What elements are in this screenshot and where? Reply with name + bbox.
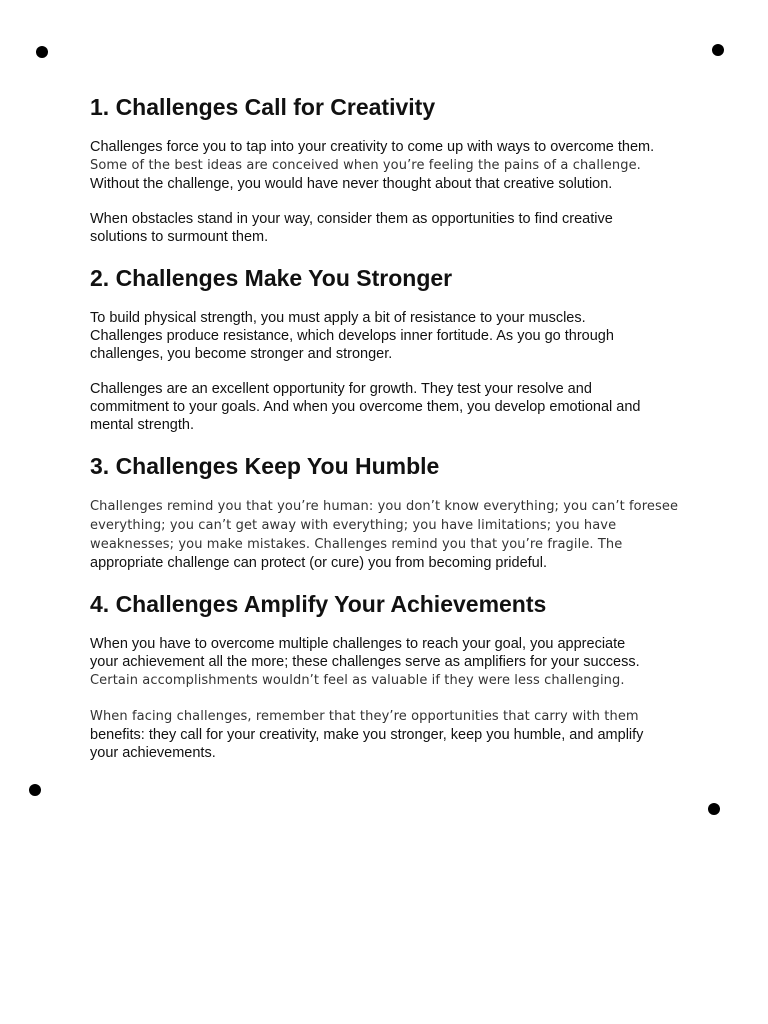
- text-line: Challenges produce resistance, which develops inner fortitude. As you go through: [90, 328, 614, 344]
- text-line: Certain accomplishments wouldn’t feel as valuable if they were less challenging.: [90, 673, 625, 688]
- text-line: solutions to surmount them.: [90, 229, 269, 245]
- text-line: When facing challenges, remember that they’re opportunities that carry with them: [90, 709, 639, 724]
- text-line: your achievements.: [90, 745, 216, 761]
- text-line: Without the challenge, you would have never thought about that creative solution.: [90, 176, 613, 192]
- document-body: [90, 90, 690, 762]
- text-line: When obstacles stand in your way, consider them as opportunities to find creative: [90, 211, 613, 227]
- bullet-dot-top-left: [36, 46, 48, 58]
- text-line: appropriate challenge can protect (or cure) you from becoming prideful.: [90, 555, 547, 571]
- text-line: benefits: they call for your creativity, make you stronger, keep you humble, and amplify: [90, 727, 644, 743]
- bullet-dot-top-right: [712, 44, 724, 56]
- text-line: Challenges are an excellent opportunity for growth. They test your resolve and: [90, 381, 592, 397]
- paragraph: [90, 635, 690, 690]
- paragraph: [90, 309, 690, 363]
- text-line: weaknesses; you make mistakes. Challenges remind you that you’re fragile. The: [90, 537, 623, 552]
- text-line: your achievement all the more; these challenges serve as amplifiers for your success.: [90, 654, 640, 670]
- paragraph: [90, 380, 690, 434]
- text-line: challenges, you become stronger and stronger.: [90, 346, 393, 362]
- section-heading-stronger: 2. Challenges Make You Stronger: [90, 265, 453, 291]
- paragraph: [90, 210, 690, 246]
- paragraph: [90, 497, 690, 572]
- text-line: Challenges force you to tap into your creativity to come up with ways to overcome them.: [90, 139, 655, 155]
- paragraph: [90, 138, 690, 193]
- paragraph: [90, 707, 690, 762]
- bullet-dot-bottom-right: [708, 803, 720, 815]
- text-line: To build physical strength, you must apply a bit of resistance to your muscles.: [90, 310, 586, 326]
- section-heading-achievements: 4. Challenges Amplify Your Achievements: [90, 591, 547, 617]
- section-heading-creativity: 1. Challenges Call for Creativity: [90, 94, 436, 120]
- text-line: commitment to your goals. And when you overcome them, you develop emotional and: [90, 399, 641, 415]
- text-line: Challenges remind you that you’re human: you don’t know everything; you can’t foresee: [90, 499, 679, 514]
- text-line: When you have to overcome multiple challenges to reach your goal, you appreciate: [90, 636, 626, 652]
- bullet-dot-bottom-left: [29, 784, 41, 796]
- text-line: Some of the best ideas are conceived when you’re feeling the pains of a challenge.: [90, 158, 641, 173]
- section-heading-humble: 3. Challenges Keep You Humble: [90, 453, 440, 479]
- text-line: mental strength.: [90, 417, 194, 433]
- text-line: everything; you can’t get away with everything; you have limitations; you have: [90, 518, 617, 533]
